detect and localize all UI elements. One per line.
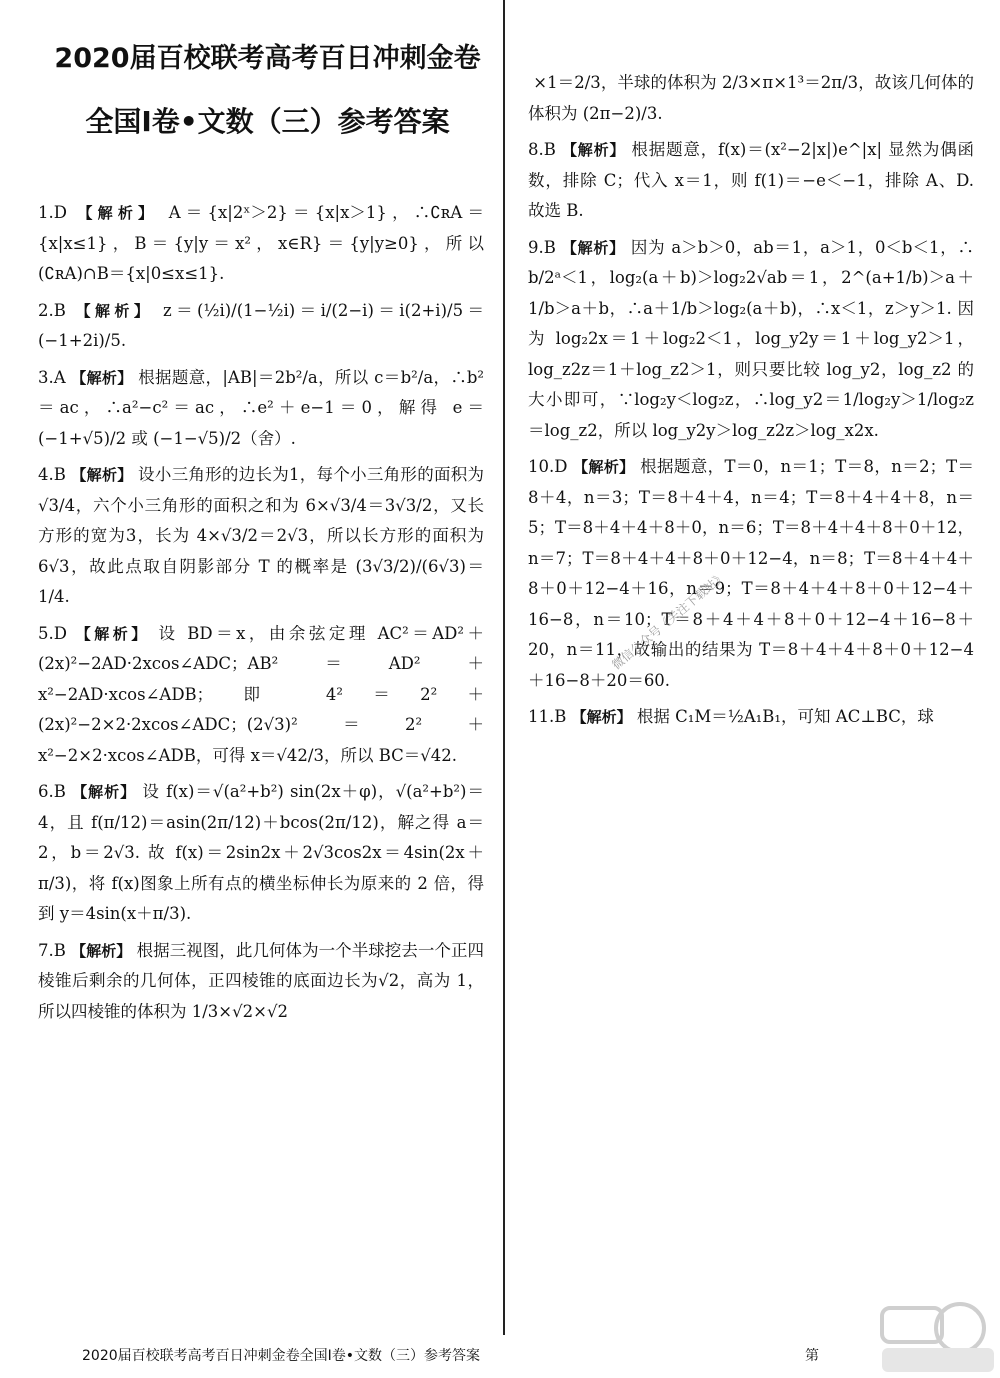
answer-item xyxy=(38,619,484,772)
answer-number: 2.B xyxy=(38,300,66,320)
analysis-tag: 【解析】 xyxy=(561,238,625,257)
page-subtitle: 全国Ⅰ卷•文数（三）参考答案 xyxy=(85,105,450,138)
diagonal-watermark: 微信公众号《关注下载站》 xyxy=(609,568,729,673)
answer-text: 设 f(x)＝√(a²+b²) sin(2x＋φ)，√(a²+b²)＝4，且 f(π/12)＝asin(2π/12)＋bcos(2π/12)，解之得 a＝2，b＝2√3. 故 f(x)＝2sin2x＋2√3cos2x＝4sin(2x＋π/3)，将 f(x)图象上所有点的横坐标伸长为原来的 2 倍，得到 y＝4sin(x＋π/3). xyxy=(38,782,484,923)
answer-item xyxy=(38,198,484,290)
answer-item xyxy=(528,702,974,733)
answer-number: 6.B xyxy=(38,782,66,801)
corner-logo-watermark xyxy=(878,1300,998,1376)
answer-text: 设 BD＝x，由余弦定理 AC²＝AD²＋(2x)²−2AD·2xcos∠ADC；AB²＝AD²＋x²−2AD·xcos∠ADB；即 4²＝2²＋(2x)²−2×2·2xcos∠ADC；(2√3)²＝2²＋x²−2×2·xcos∠ADB，可得 x＝√42/3，所以 BC＝√42. xyxy=(38,623,484,765)
analysis-tag: 【解析】 xyxy=(75,301,154,320)
answer-text: z＝(½i)/(1−½i)＝i/(2−i)＝i(2+i)/5＝(−1+2i)/5. xyxy=(38,300,484,350)
left-column xyxy=(38,198,484,1033)
page-title: 2020届百校联考高考百日冲刺金卷 xyxy=(54,43,481,74)
answer-number: 10.D xyxy=(528,457,568,476)
analysis-tag: 【解析】 xyxy=(71,941,132,960)
answer-text: 根据题意，f(x)＝(x²−2|x|)e^|x| 显然为偶函数，排除 C；代入 x＝1，则 f(1)＝−e＜−1，排除 A、D. 故选 B. xyxy=(528,140,975,220)
answer-number: 11.B xyxy=(528,707,567,726)
answer-number: 9.B xyxy=(528,237,556,257)
answer-text: 根据三视图，此几何体为一个半球挖去一个正四棱锥后剩余的几何体，正四棱锥的底面边长为√2，高为 1，所以四棱锥的体积为 1/3×√2×√2 xyxy=(38,940,484,1021)
answer-number: 8.B xyxy=(528,140,556,159)
answer-item xyxy=(528,135,974,227)
analysis-tag: 【解析】 xyxy=(573,458,635,476)
analysis-tag: 【解析】 xyxy=(71,466,133,484)
analysis-tag: 【解析】 xyxy=(71,368,133,387)
answer-number: 3.A xyxy=(38,367,66,387)
column-divider xyxy=(503,0,505,1335)
answer-item xyxy=(38,460,484,613)
right-column xyxy=(528,68,974,739)
answer-number: 5.D xyxy=(38,623,67,643)
answer-item xyxy=(38,296,484,357)
analysis-tag: 【解析】 xyxy=(571,708,632,726)
analysis-tag: 【解析】 xyxy=(75,624,150,643)
footer-title: 2020届百校联考高考百日冲刺金卷全国Ⅰ卷•文数（三）参考答案 xyxy=(82,1348,481,1364)
answer-item xyxy=(38,777,484,930)
answer-item xyxy=(38,363,484,455)
answer-item xyxy=(528,68,974,129)
answer-number: 1.D xyxy=(38,203,67,222)
answer-item xyxy=(528,233,974,447)
analysis-tag: 【解析】 xyxy=(72,783,137,801)
answer-text: 根据题意，|AB|＝2b²/a，所以 c＝b²/a，∴b²＝ac，∴a²−c²＝ac，∴e²＋e−1＝0，解得 e＝(−1+√5)/2 或 (−1−√5)/2（舍）. xyxy=(38,367,485,448)
analysis-tag: 【解析】 xyxy=(561,141,626,159)
answer-item xyxy=(38,936,484,1028)
footer-page-number: 第 xyxy=(805,1348,819,1364)
answer-text: ×1＝2/3，半球的体积为 2/3×π×1³＝2π/3，故该几何体的体积为 (2π−2)/3. xyxy=(528,73,974,123)
answer-text: 根据 C₁M＝½A₁B₁，可知 AC⊥BC，球 xyxy=(636,707,934,726)
answer-number: 7.B xyxy=(38,940,66,960)
answer-text: 设小三角形的边长为1，每个小三角形的面积为√3/4，六个小三角形的面积之和为 6×√3/4＝3√3/2，又长方形的宽为3，长为 4×√3/2＝2√3，所以长方形的面积为6√3，故此点取自阴影部分 T 的概率是 (3√3/2)/(6√3)＝1/4. xyxy=(38,465,485,606)
answer-item xyxy=(528,452,974,696)
answer-text: 根据题意，T＝0，n＝1；T＝8，n＝2；T＝8＋4，n＝3；T＝8＋4＋4，n＝4；T＝8＋4＋4＋8，n＝5；T＝8＋4＋4＋8＋0，n＝6；T＝8＋4＋4＋8＋0＋12，n＝7；T＝8＋4＋4＋8＋0＋12−4，n＝8；T＝8＋4＋4＋8＋0＋12−4＋16，n＝9；T＝8＋4＋4＋8＋0＋12−4＋16−8，n＝10；T＝8＋4＋4＋8＋0＋12−4＋16−8＋20，n＝11，故输出的结果为 T＝8＋4＋4＋8＋0＋12−4＋16−8＋20＝60. xyxy=(528,457,974,690)
analysis-tag: 【解析】 xyxy=(77,204,159,222)
answer-text: A＝{x|2ˣ＞2}＝{x|x＞1}，∴∁ʀA＝{x|x≤1}，B＝{y|y＝x²，x∈R}＝{y|y≥0}，所以(∁ʀA)∩B＝{x|0≤x≤1}. xyxy=(38,203,484,283)
answer-text: 因为 a＞b＞0，ab＝1，a＞1，0＜b＜1，∴ b/2ᵃ＜1，log₂(a＋b)＞log₂2√ab＝1，2^(a+1/b)＞a＋1/b＞a＋b，∴a＋1/b＞log₂(a＋b)，∴x＜1，z＞y＞1. 因为 log₂2x＝1＋log₂2＜1，log_y2y＝1＋log_y2＞1，log_z2z＝1＋log_z2＞1，则只要比较 log_y2，log_z2 的大小即可，∵log₂y＜log₂z，∴log_y2＝1/log₂y＞1/log₂z＝log_z2，所以 log_y2y＞log_z2z＞log_x2x. xyxy=(528,237,974,440)
answer-number: 4.B xyxy=(38,465,66,484)
